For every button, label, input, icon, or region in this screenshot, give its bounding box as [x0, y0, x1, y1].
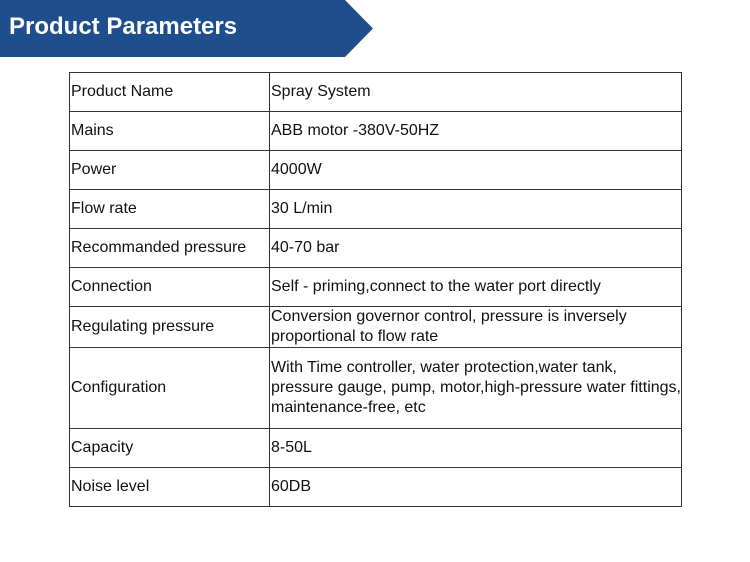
table-row: [70, 151, 682, 190]
param-value: With Time controller, water protection,water tank, pressure gauge, pump, motor,high-pressure water fittings, maintenance-free, etc: [270, 348, 682, 429]
param-value: 30 L/min: [270, 190, 682, 229]
table-row: [70, 190, 682, 229]
param-value: Conversion governor control, pressure is inversely proportional to flow rate: [270, 307, 682, 348]
param-value: Self - priming,connect to the water port directly: [270, 268, 682, 307]
table-row: [70, 112, 682, 151]
param-label: Connection: [70, 268, 270, 307]
param-label: Configuration: [70, 348, 270, 429]
table-row: [70, 73, 682, 112]
param-value: ABB motor -380V-50HZ: [270, 112, 682, 151]
parameters-table: [69, 72, 682, 507]
page-title: Product Parameters: [9, 13, 238, 40]
table-row: [70, 307, 682, 348]
param-value: 60DB: [270, 468, 682, 507]
table-row: [70, 268, 682, 307]
param-label: Recommanded pressure: [70, 229, 270, 268]
param-label: Product Name: [70, 73, 270, 112]
param-label: Capacity: [70, 429, 270, 468]
table-row: [70, 348, 682, 429]
param-value: 8-50L: [270, 429, 682, 468]
param-value: 4000W: [270, 151, 682, 190]
param-value: Spray System: [270, 73, 682, 112]
table-row: [70, 229, 682, 268]
param-value: 40-70 bar: [270, 229, 682, 268]
param-label: Flow rate: [70, 190, 270, 229]
header-banner: [0, 0, 375, 57]
table-row: [70, 468, 682, 507]
param-label: Regulating pressure: [70, 307, 270, 348]
param-label: Power: [70, 151, 270, 190]
table-row: [70, 429, 682, 468]
param-label: Mains: [70, 112, 270, 151]
param-label: Noise level: [70, 468, 270, 507]
